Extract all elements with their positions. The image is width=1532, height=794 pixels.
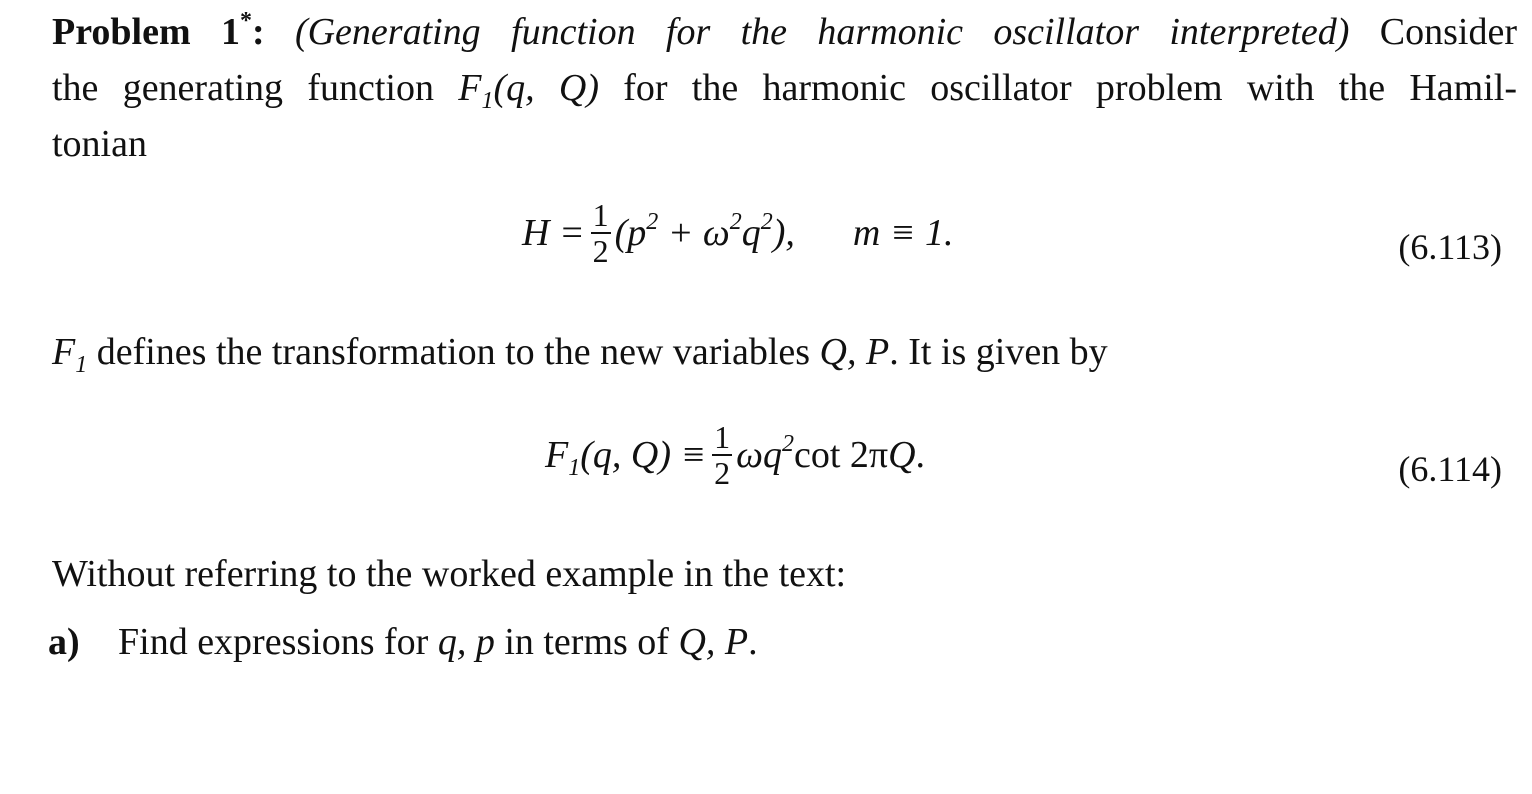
eq113-lhs: H = [522,212,585,254]
problem-line-2 [52,66,1517,114]
transformation-line: $F_1$ defines the transformation to the new variables Q, P. It is given by [52,331,1108,378]
part-a-label: a) [48,621,80,663]
eq114-body: $\omega q^2$ [736,431,794,476]
new-variables: Q, P [819,331,890,373]
f1-symbol: $F_1$ [52,331,88,378]
line2-part-a: the generating function [52,67,459,109]
eq113-fraction: $\frac{1}{2}$ [592,197,609,269]
eq114-cot: cot 2π [793,434,889,476]
eq114-lhs: $F_1(q$, Q) ≡ [545,434,707,481]
line2-part-b: for the harmonic oscillator problem with the Hamil- [623,67,1517,109]
line1-tail: Consider [1379,11,1518,53]
problem-title: (Generating function for the harmonic oscillator interpreted) [294,11,1350,53]
eq113-constraint: m ≡ 1. [852,212,954,254]
eq113-body: $(p^2 + \omega^2q^2)$, [614,209,795,254]
generating-function-symbol: $F_1(q$, Q) [458,67,599,114]
equation-number-6-114: (6.114) [1398,449,1502,489]
line3-text: tonian [52,123,147,165]
problem-heading: Problem 1*: [52,8,265,53]
problem-star: * [239,8,252,34]
instruction-text: Without referring to the worked example in the text: [52,553,847,595]
part-a: a) Find expressions for q, p in terms of Q, P. [48,621,758,663]
equation-6-113 [522,198,953,268]
equation-6-114: $F_1(q$, Q) ≡ $\frac{1}{2}$ $\omega q^2$ cot 2π Q . [545,419,926,491]
problem-line-3 [52,122,147,166]
eq114-fraction: $\frac{1}{2}$ [714,419,731,491]
instruction-line [52,552,846,596]
problem-header-line [52,10,1517,54]
equation-number-6-113: (6.113) [1398,227,1502,267]
new-variables-a: Q, P [678,621,749,663]
old-variables: q, p [437,621,495,663]
